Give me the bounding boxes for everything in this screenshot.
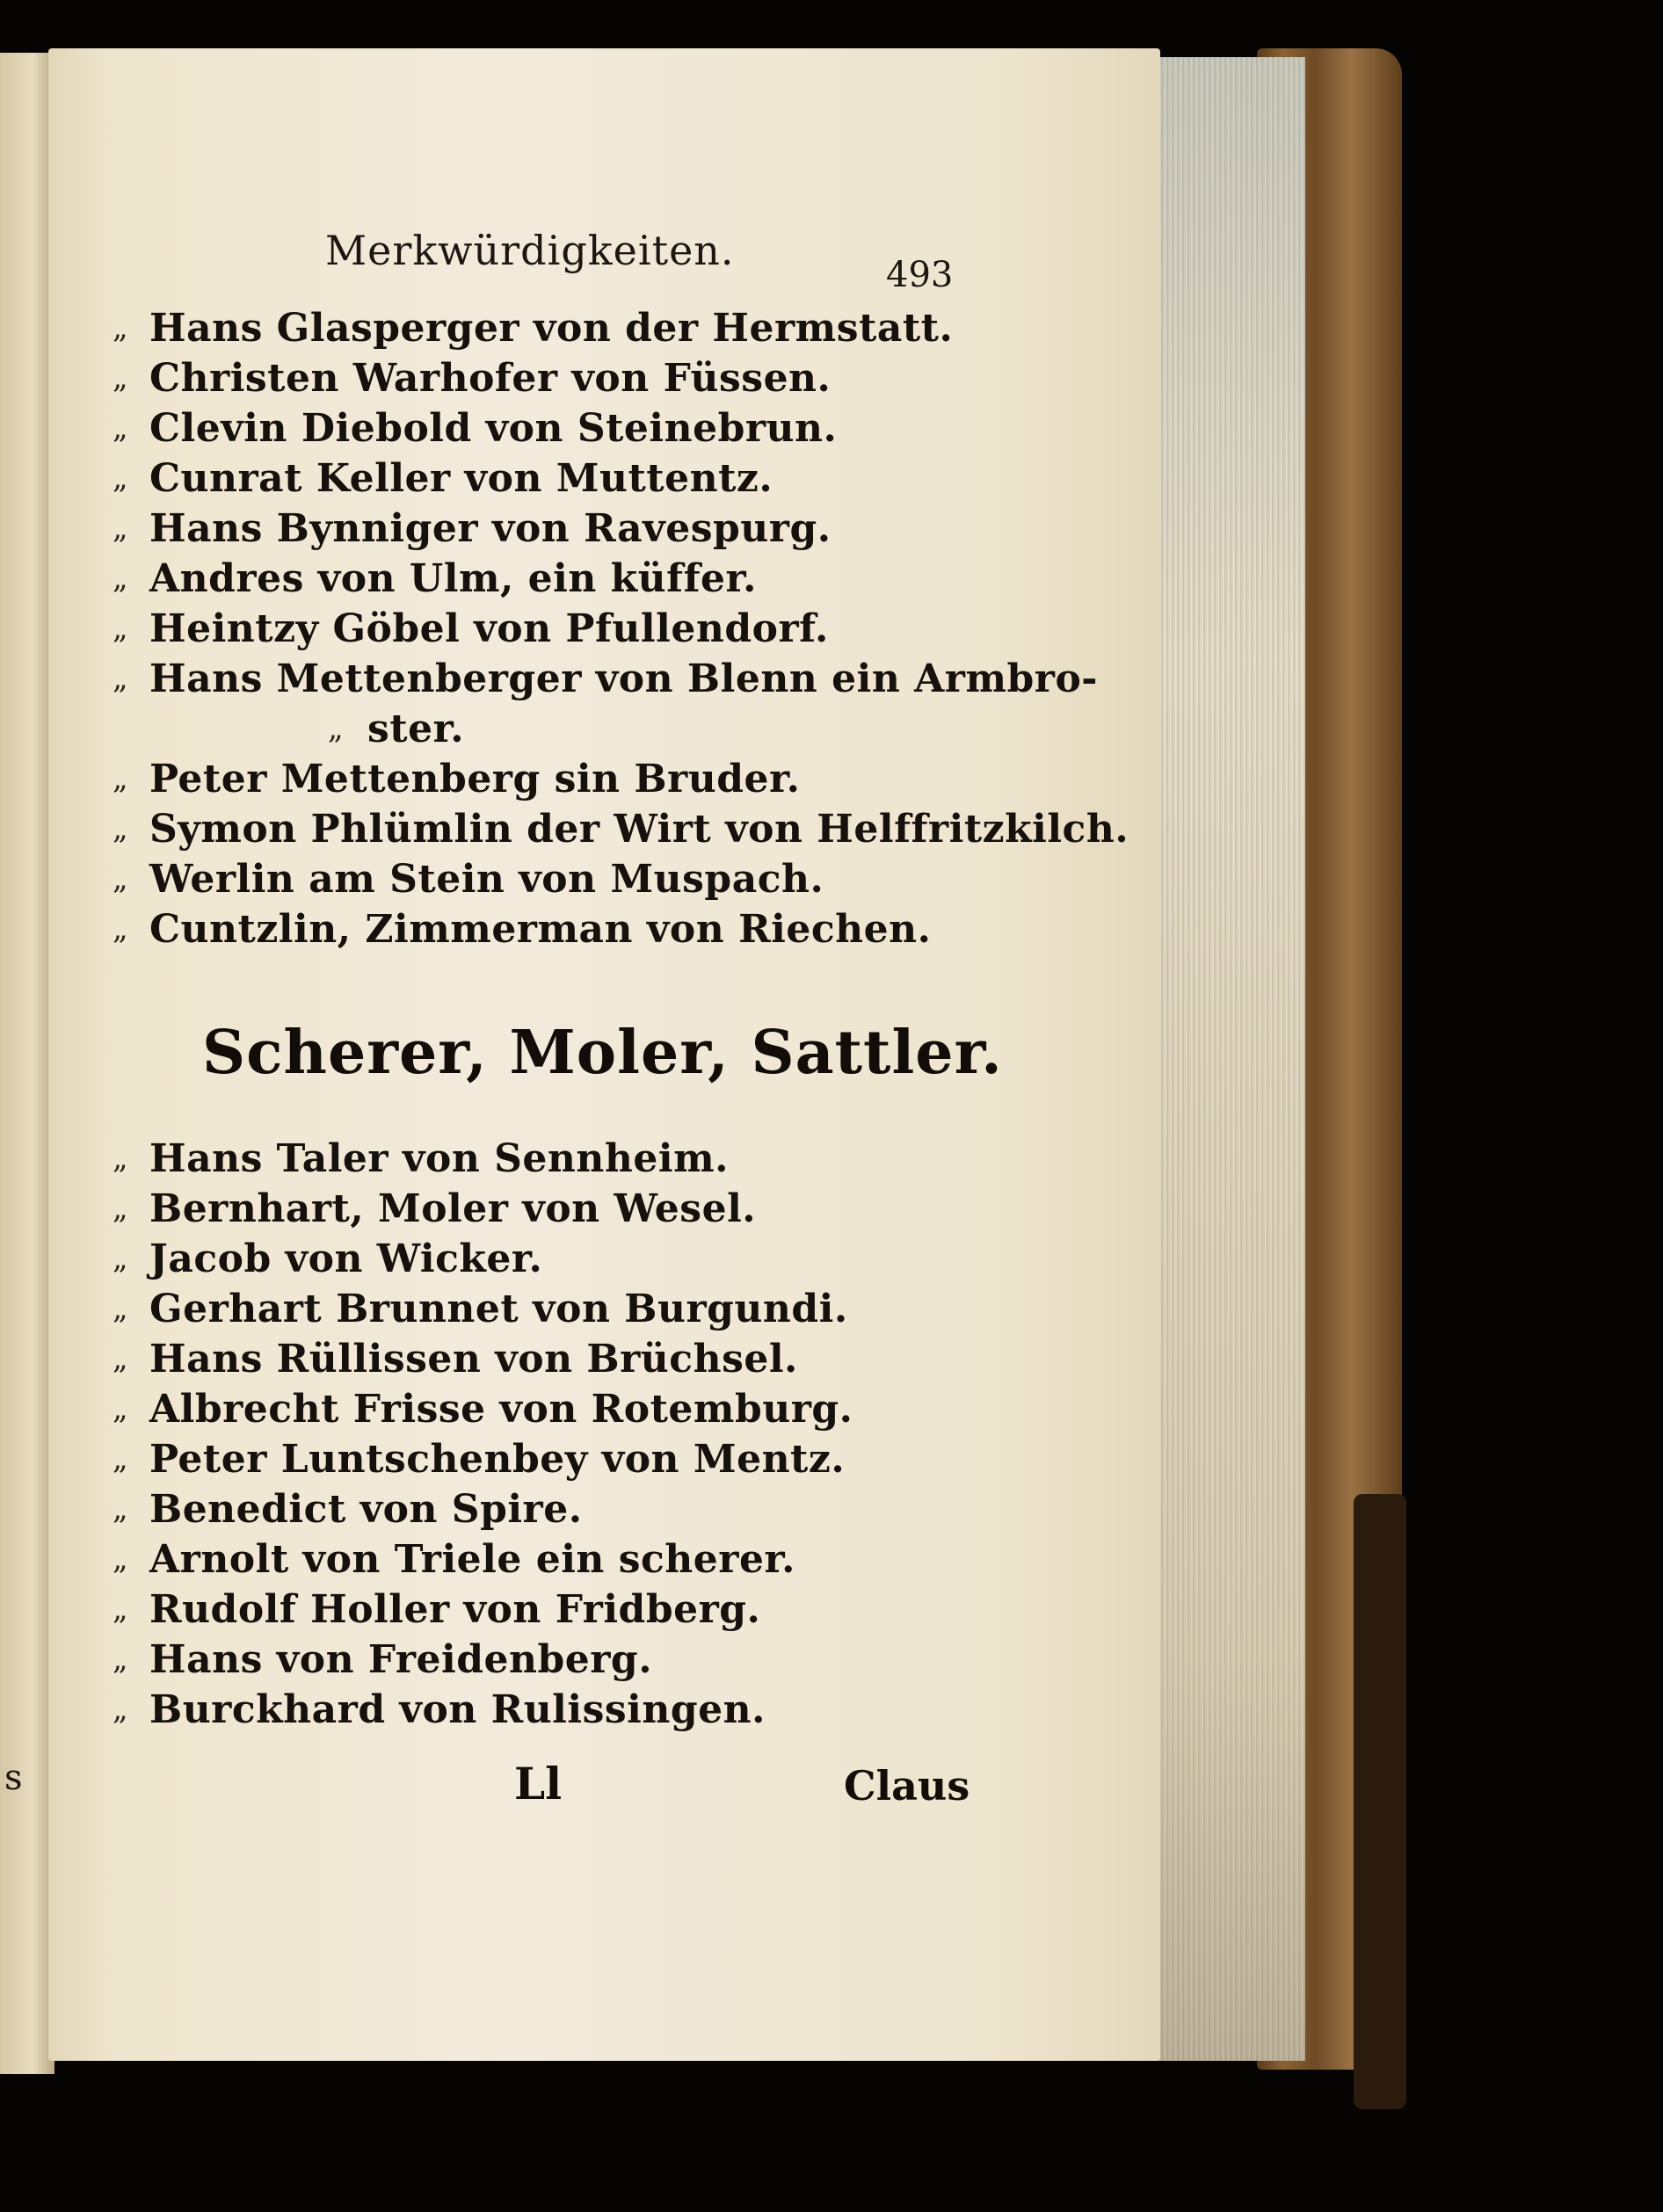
quote-mark: „: [113, 1491, 128, 1527]
list-item-continuation: „ ster.: [113, 704, 991, 754]
quote-mark: „: [113, 1541, 128, 1577]
quote-mark: „: [113, 1692, 128, 1727]
list-item: „ Andres von Ulm, ein küffer.: [113, 554, 991, 604]
list-item: „ Symon Phlümlin der Wirt von Helffritzkilch.: [113, 804, 991, 854]
list-item: „ Hans Taler von Sennheim.: [113, 1134, 991, 1184]
quote-mark: „: [113, 310, 128, 345]
quote-mark: „: [113, 1341, 128, 1376]
list-item: „ Burckhard von Rulissingen.: [113, 1685, 991, 1735]
list-item: „ Hans Mettenberger von Blenn ein Armbro-: [113, 654, 991, 704]
quote-mark: „: [113, 761, 128, 796]
running-head: Merkwürdigkeiten.: [325, 227, 735, 274]
list-item: „ Arnolt von Triele ein scherer.: [113, 1534, 991, 1585]
quote-mark: „: [113, 1391, 128, 1426]
catchword: Claus: [844, 1762, 970, 1809]
list-item: „ Cuntzlin, Zimmerman von Riechen.: [113, 904, 991, 954]
quote-mark: „: [113, 1241, 128, 1276]
quote-mark: „: [113, 811, 128, 846]
section-heading: Scherer, Moler, Sattler.: [202, 1018, 1003, 1088]
list-item: „ Hans von Freidenberg.: [113, 1635, 991, 1685]
entry-list-section: [113, 1134, 991, 1735]
page-block-tint: [1143, 57, 1305, 2061]
quote-mark: „: [328, 711, 344, 746]
list-item: „ Christen Warhofer von Füssen.: [113, 353, 991, 403]
list-item: „ Gerhart Brunnet von Burgundi.: [113, 1284, 991, 1334]
quote-mark: „: [113, 1191, 128, 1226]
quote-mark: „: [113, 1141, 128, 1176]
list-item: „ Hans Rüllissen von Brüchsel.: [113, 1334, 991, 1384]
entry-list-top: [113, 303, 1129, 954]
list-item: „ Bernhart, Moler von Wesel.: [113, 1184, 991, 1234]
list-item: „ Heintzy Göbel von Pfullendorf.: [113, 604, 991, 654]
list-item: „ Jacob von Wicker.: [113, 1234, 991, 1284]
list-item: „ Hans Glasperger von der Hermstatt.: [113, 303, 991, 353]
quote-mark: „: [113, 410, 128, 446]
left-page-mark: s: [4, 1758, 23, 1798]
quote-mark: „: [113, 1291, 128, 1326]
list-item: „ Benedict von Spire.: [113, 1484, 991, 1534]
quote-mark: „: [113, 1642, 128, 1677]
list-item: „ Clevin Diebold von Steinebrun.: [113, 403, 991, 453]
list-item: „ Hans Bynniger von Ravespurg.: [113, 504, 991, 554]
quote-mark: „: [113, 1592, 128, 1627]
quote-mark: „: [113, 861, 128, 896]
list-item: „ Cunrat Keller von Muttentz.: [113, 453, 991, 504]
quote-mark: „: [113, 561, 128, 596]
list-item: „ Peter Luntschenbey von Mentz.: [113, 1434, 991, 1484]
quote-mark: „: [113, 661, 128, 696]
quote-mark: „: [113, 911, 128, 946]
quote-mark: „: [113, 1441, 128, 1476]
list-item: „ Werlin am Stein von Muspach.: [113, 854, 991, 904]
signature-mark: Ll: [514, 1758, 563, 1809]
quote-mark: „: [113, 611, 128, 646]
quote-mark: „: [113, 461, 128, 496]
book-cover-shadow: [1354, 1494, 1406, 2109]
quote-mark: „: [113, 511, 128, 546]
list-item: „ Rudolf Holler von Fridberg.: [113, 1585, 991, 1635]
list-item: „ Albrecht Frisse von Rotemburg.: [113, 1384, 991, 1434]
list-item: „ Peter Mettenberg sin Bruder.: [113, 754, 991, 804]
quote-mark: „: [113, 360, 128, 395]
page-number: 493: [886, 255, 954, 295]
